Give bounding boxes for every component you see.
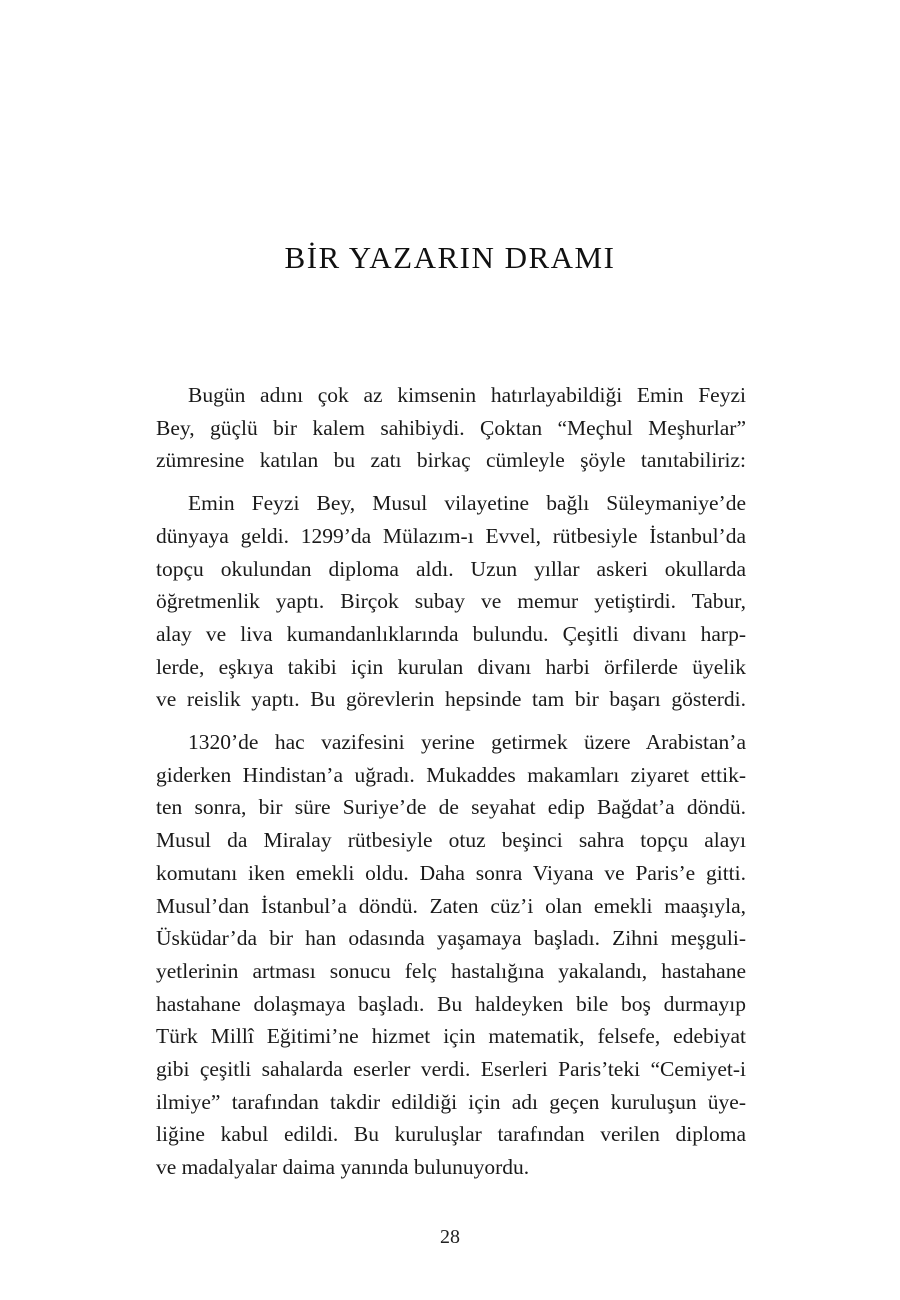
text-line: Üsküdar’da bir han odasında yaşamaya başladı. Zihni meşguli- [156,926,746,951]
chapter-title: BİR YAZARIN DRAMI [284,240,616,275]
text-line: lerde, eşkıya takibi için kurulan divanı harbi örfilerde üyelik [156,654,746,679]
text-line: topçu okulundan diploma aldı. Uzun yıllar askeri okullarda [156,556,746,581]
paragraph-2 [156,487,746,716]
text-line: Türk Millî Eğitimi’ne hizmet için matematik, felsefe, edebiyat [156,1024,746,1049]
text-line: giderken Hindistan’a uğradı. Mukaddes makamları ziyaret ettik- [156,762,746,787]
text-line: Musul da Miralay rütbesiyle otuz beşinci sahra topçu alayı [156,828,746,853]
paragraph-3 [156,726,746,1184]
text-line: Bey, güçlü bir kalem sahibiydi. Çoktan “Meçhul Meşhurlar” [156,415,746,440]
text-line: Musul’dan İstanbul’a döndü. Zaten cüz’i olan emekli maaşıyla, [156,893,746,918]
body-text [156,379,746,1194]
text-line: ten sonra, bir süre Suriye’de de seyahat edip Bağdat’a döndü. [156,795,746,820]
text-line: alay ve liva kumandanlıklarında bulundu. Çeşitli divanı harp- [156,621,746,646]
page-number: 28 [440,1226,460,1248]
text-line: hastahane dolaşmaya başladı. Bu haldeyken bile boş durmayıp [156,991,746,1016]
text-line: ve madalyalar daima yanında bulunuyordu. [156,1155,530,1180]
text-line: komutanı iken emekli oldu. Daha sonra Viyana ve Paris’e gitti. [156,860,746,885]
text-line: dünyaya geldi. 1299’da Mülazım-ı Evvel, rütbesiyle İstanbul’da [156,523,746,548]
text-line: zümresine katılan bu zatı birkaç cümleyle şöyle tanıtabiliriz: [156,448,746,473]
text-line: ve reislik yaptı. Bu görevlerin hepsinde tam bir başarı gösterdi. [156,687,746,712]
text-line: ilmiye” tarafından takdir edildiği için adı geçen kuruluşun üye- [156,1089,746,1114]
text-line: Bugün adını çok az kimsenin hatırlayabildiği Emin Feyzi [188,383,746,407]
text-line: öğretmenlik yaptı. Birçok subay ve memur yetiştirdi. Tabur, [156,589,746,614]
text-line: liğine kabul edildi. Bu kuruluşlar tarafından verilen diploma [156,1122,746,1147]
text-line: 1320’de hac vazifesini yerine getirmek üzere Arabistan’a [188,730,746,755]
paragraph-1 [156,379,746,477]
text-line: yetlerinin artması sonucu felç hastalığına yakalandı, hastahane [156,958,746,983]
text-line: gibi çeşitli sahalarda eserler verdi. Eserleri Paris’teki “Cemiyet-i [156,1057,746,1082]
text-line: Emin Feyzi Bey, Musul vilayetine bağlı Süleymaniye’de [188,491,746,516]
